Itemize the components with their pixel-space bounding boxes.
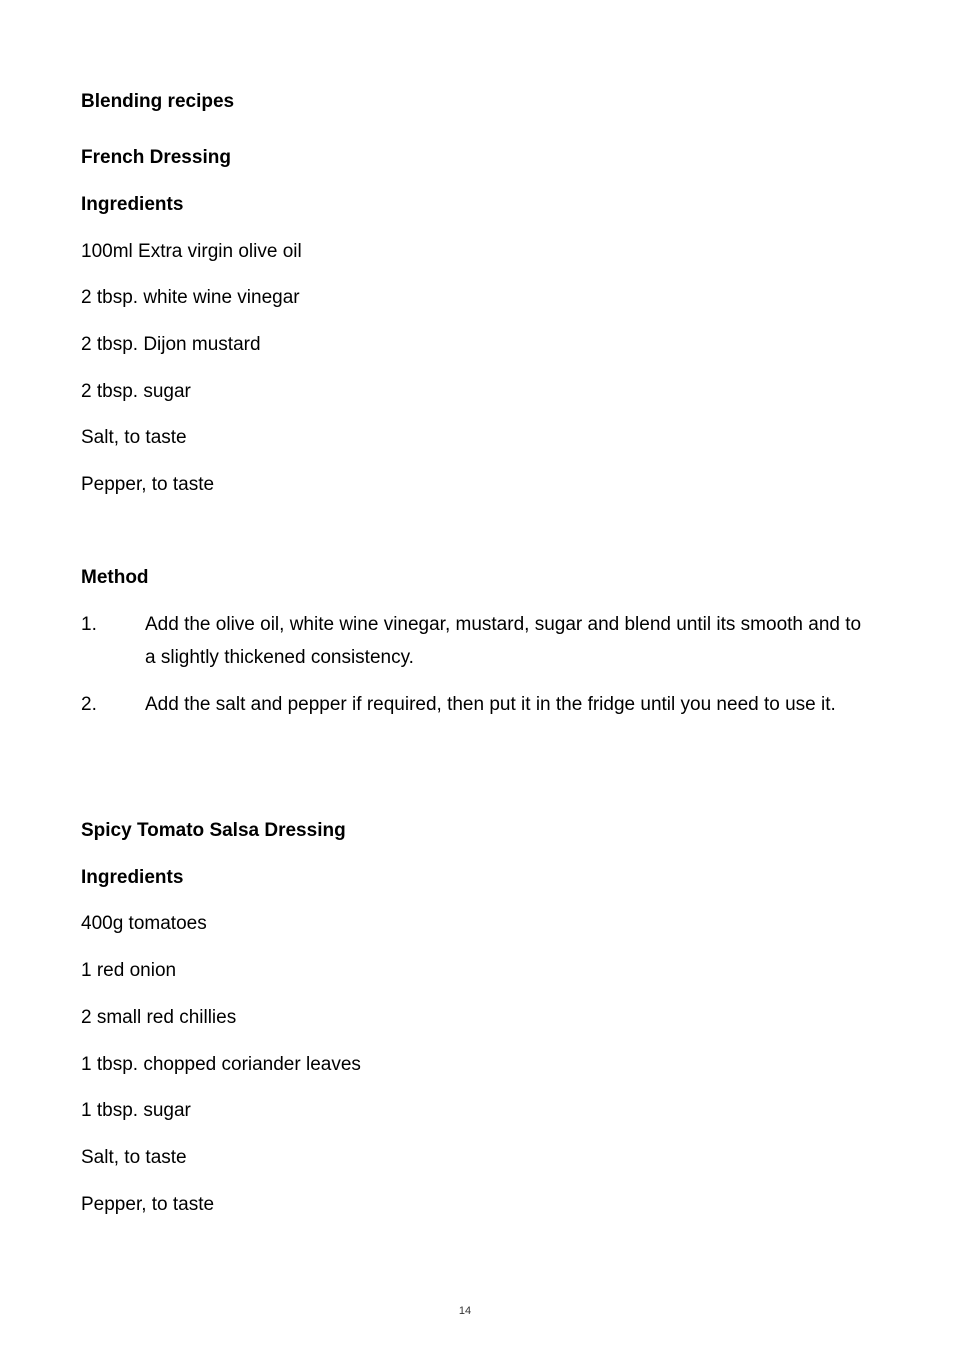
recipe-title-spicy-tomato-salsa: Spicy Tomato Salsa Dressing xyxy=(81,820,346,841)
ingredient-item: 400g tomatoes xyxy=(81,913,207,934)
ingredient-item: 2 small red chillies xyxy=(81,1007,237,1028)
page-number: 14 xyxy=(458,1305,472,1317)
ingredient-item: Pepper, to taste xyxy=(81,1194,215,1215)
step-number: 2. xyxy=(81,694,97,715)
ingredient-item: 2 tbsp. Dijon mustard xyxy=(81,334,261,355)
step-number: 1. xyxy=(81,614,97,635)
ingredient-item: Salt, to taste xyxy=(81,427,187,448)
ingredient-item: Salt, to taste xyxy=(81,1147,187,1168)
ingredient-item: 2 tbsp. sugar xyxy=(81,381,191,402)
method-heading: Method xyxy=(81,567,149,588)
step-text: Add the salt and pepper if required, then put it in the fridge until you need to use it. xyxy=(145,694,836,715)
ingredient-item: 1 tbsp. chopped coriander leaves xyxy=(81,1054,361,1075)
ingredient-item: 1 red onion xyxy=(81,960,177,981)
ingredient-item: 100ml Extra virgin olive oil xyxy=(81,241,302,262)
ingredients-heading: Ingredients xyxy=(81,194,184,215)
ingredient-item: 2 tbsp. white wine vinegar xyxy=(81,287,300,308)
document-title: Blending recipes xyxy=(81,91,235,112)
recipe-title-french-dressing: French Dressing xyxy=(81,147,231,168)
ingredient-item: Pepper, to taste xyxy=(81,474,215,495)
step-text: Add the olive oil, white wine vinegar, mustard, sugar and blend until its smooth and to a slightly thickened consistency. xyxy=(145,614,862,668)
ingredients-heading: Ingredients xyxy=(81,867,184,888)
ingredient-item: 1 tbsp. sugar xyxy=(81,1100,191,1121)
